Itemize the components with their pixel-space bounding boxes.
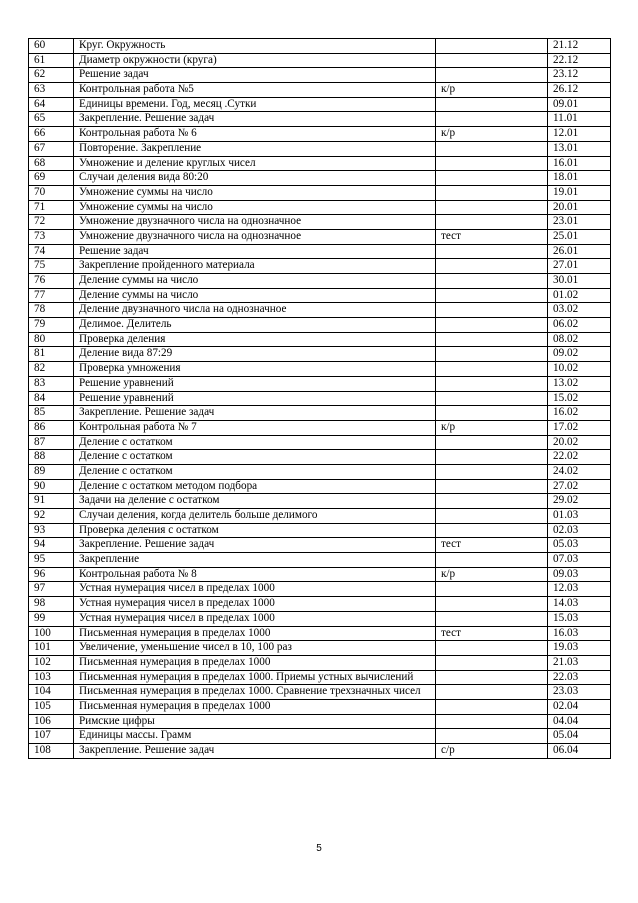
lesson-topic-cell: Устная нумерация чисел в пределах 1000 bbox=[74, 582, 436, 597]
lesson-type-cell bbox=[436, 274, 548, 289]
lesson-number-cell: 68 bbox=[29, 156, 74, 171]
lesson-date-cell: 29.02 bbox=[548, 494, 611, 509]
lesson-plan-table-body bbox=[29, 39, 611, 759]
table-row bbox=[29, 303, 611, 318]
lesson-topic-cell: Устная нумерация чисел в пределах 1000 bbox=[74, 611, 436, 626]
lesson-number-cell: 86 bbox=[29, 420, 74, 435]
lesson-topic-cell: Деление с остатком bbox=[74, 464, 436, 479]
table-row bbox=[29, 259, 611, 274]
lesson-number-cell: 73 bbox=[29, 229, 74, 244]
table-row bbox=[29, 391, 611, 406]
lesson-topic-cell: Решение задач bbox=[74, 68, 436, 83]
lesson-date-cell: 08.02 bbox=[548, 332, 611, 347]
lesson-type-cell bbox=[436, 141, 548, 156]
lesson-date-cell: 13.01 bbox=[548, 141, 611, 156]
table-row bbox=[29, 244, 611, 259]
lesson-date-cell: 09.01 bbox=[548, 97, 611, 112]
lesson-topic-cell: Умножение двузначного числа на однозначное bbox=[74, 215, 436, 230]
lesson-type-cell bbox=[436, 641, 548, 656]
table-row bbox=[29, 597, 611, 612]
lesson-topic-cell: Деление с остатком bbox=[74, 450, 436, 465]
lesson-date-cell: 12.03 bbox=[548, 582, 611, 597]
table-row bbox=[29, 112, 611, 127]
lesson-date-cell: 20.02 bbox=[548, 435, 611, 450]
table-row bbox=[29, 729, 611, 744]
lesson-topic-cell: Закрепление. Решение задач bbox=[74, 538, 436, 553]
lesson-topic-cell: Задачи на деление с остатком bbox=[74, 494, 436, 509]
lesson-number-cell: 100 bbox=[29, 626, 74, 641]
lesson-type-cell bbox=[436, 288, 548, 303]
lesson-type-cell bbox=[436, 406, 548, 421]
table-row bbox=[29, 229, 611, 244]
lesson-type-cell bbox=[436, 699, 548, 714]
lesson-date-cell: 26.01 bbox=[548, 244, 611, 259]
lesson-type-cell bbox=[436, 97, 548, 112]
table-row bbox=[29, 127, 611, 142]
lesson-type-cell bbox=[436, 597, 548, 612]
table-row bbox=[29, 141, 611, 156]
lesson-number-cell: 61 bbox=[29, 53, 74, 68]
table-row bbox=[29, 494, 611, 509]
table-row bbox=[29, 171, 611, 186]
lesson-type-cell bbox=[436, 670, 548, 685]
table-row bbox=[29, 288, 611, 303]
lesson-date-cell: 01.02 bbox=[548, 288, 611, 303]
lesson-number-cell: 95 bbox=[29, 553, 74, 568]
lesson-date-cell: 01.03 bbox=[548, 509, 611, 524]
lesson-number-cell: 82 bbox=[29, 362, 74, 377]
lesson-number-cell: 103 bbox=[29, 670, 74, 685]
lesson-type-cell bbox=[436, 729, 548, 744]
lesson-date-cell: 16.03 bbox=[548, 626, 611, 641]
lesson-topic-cell: Единицы массы. Грамм bbox=[74, 729, 436, 744]
table-row bbox=[29, 332, 611, 347]
table-row bbox=[29, 655, 611, 670]
lesson-topic-cell: Диаметр окружности (круга) bbox=[74, 53, 436, 68]
table-row bbox=[29, 200, 611, 215]
lesson-topic-cell: Умножение и деление круглых чисел bbox=[74, 156, 436, 171]
table-row bbox=[29, 450, 611, 465]
lesson-topic-cell: Умножение суммы на число bbox=[74, 185, 436, 200]
lesson-topic-cell: Проверка умножения bbox=[74, 362, 436, 377]
lesson-number-cell: 88 bbox=[29, 450, 74, 465]
lesson-date-cell: 06.04 bbox=[548, 744, 611, 759]
table-row bbox=[29, 83, 611, 98]
table-row bbox=[29, 53, 611, 68]
lesson-number-cell: 64 bbox=[29, 97, 74, 112]
table-row bbox=[29, 97, 611, 112]
table-row bbox=[29, 156, 611, 171]
lesson-date-cell: 19.03 bbox=[548, 641, 611, 656]
lesson-date-cell: 13.02 bbox=[548, 376, 611, 391]
lesson-type-cell bbox=[436, 611, 548, 626]
lesson-date-cell: 17.02 bbox=[548, 420, 611, 435]
lesson-number-cell: 70 bbox=[29, 185, 74, 200]
lesson-number-cell: 66 bbox=[29, 127, 74, 142]
lesson-type-cell bbox=[436, 318, 548, 333]
table-row bbox=[29, 685, 611, 700]
lesson-date-cell: 06.02 bbox=[548, 318, 611, 333]
lesson-date-cell: 05.04 bbox=[548, 729, 611, 744]
lesson-topic-cell: Круг. Окружность bbox=[74, 39, 436, 54]
lesson-plan-table bbox=[28, 38, 611, 759]
lesson-number-cell: 83 bbox=[29, 376, 74, 391]
lesson-number-cell: 80 bbox=[29, 332, 74, 347]
lesson-number-cell: 76 bbox=[29, 274, 74, 289]
lesson-type-cell bbox=[436, 523, 548, 538]
lesson-topic-cell: Единицы времени. Год, месяц .Сутки bbox=[74, 97, 436, 112]
lesson-topic-cell: Закрепление пройденного материала bbox=[74, 259, 436, 274]
table-row bbox=[29, 318, 611, 333]
table-row bbox=[29, 68, 611, 83]
lesson-date-cell: 09.02 bbox=[548, 347, 611, 362]
lesson-number-cell: 96 bbox=[29, 567, 74, 582]
lesson-type-cell bbox=[436, 582, 548, 597]
table-row bbox=[29, 538, 611, 553]
lesson-date-cell: 23.01 bbox=[548, 215, 611, 230]
lesson-topic-cell: Проверка деления bbox=[74, 332, 436, 347]
lesson-type-cell bbox=[436, 464, 548, 479]
lesson-date-cell: 03.02 bbox=[548, 303, 611, 318]
lesson-type-cell bbox=[436, 112, 548, 127]
lesson-date-cell: 22.02 bbox=[548, 450, 611, 465]
lesson-date-cell: 25.01 bbox=[548, 229, 611, 244]
lesson-type-cell bbox=[436, 156, 548, 171]
lesson-number-cell: 67 bbox=[29, 141, 74, 156]
lesson-date-cell: 23.03 bbox=[548, 685, 611, 700]
lesson-number-cell: 60 bbox=[29, 39, 74, 54]
table-row bbox=[29, 611, 611, 626]
lesson-number-cell: 98 bbox=[29, 597, 74, 612]
lesson-type-cell bbox=[436, 655, 548, 670]
lesson-type-cell bbox=[436, 332, 548, 347]
lesson-date-cell: 22.03 bbox=[548, 670, 611, 685]
lesson-type-cell bbox=[436, 553, 548, 568]
lesson-number-cell: 75 bbox=[29, 259, 74, 274]
table-row bbox=[29, 567, 611, 582]
lesson-date-cell: 22.12 bbox=[548, 53, 611, 68]
lesson-number-cell: 102 bbox=[29, 655, 74, 670]
lesson-number-cell: 81 bbox=[29, 347, 74, 362]
lesson-date-cell: 15.03 bbox=[548, 611, 611, 626]
lesson-number-cell: 72 bbox=[29, 215, 74, 230]
lesson-date-cell: 30.01 bbox=[548, 274, 611, 289]
lesson-type-cell: тест bbox=[436, 538, 548, 553]
lesson-type-cell: к/р bbox=[436, 83, 548, 98]
lesson-topic-cell: Деление с остатком методом подбора bbox=[74, 479, 436, 494]
lesson-date-cell: 15.02 bbox=[548, 391, 611, 406]
lesson-type-cell bbox=[436, 303, 548, 318]
lesson-topic-cell: Закрепление. Решение задач bbox=[74, 112, 436, 127]
lesson-date-cell: 18.01 bbox=[548, 171, 611, 186]
lesson-date-cell: 04.04 bbox=[548, 714, 611, 729]
lesson-number-cell: 69 bbox=[29, 171, 74, 186]
table-row bbox=[29, 39, 611, 54]
lesson-type-cell bbox=[436, 53, 548, 68]
lesson-date-cell: 11.01 bbox=[548, 112, 611, 127]
table-row bbox=[29, 626, 611, 641]
lesson-type-cell bbox=[436, 259, 548, 274]
table-row bbox=[29, 582, 611, 597]
table-row bbox=[29, 744, 611, 759]
table-row bbox=[29, 435, 611, 450]
lesson-number-cell: 106 bbox=[29, 714, 74, 729]
lesson-date-cell: 10.02 bbox=[548, 362, 611, 377]
lesson-date-cell: 27.02 bbox=[548, 479, 611, 494]
lesson-topic-cell: Деление суммы на число bbox=[74, 288, 436, 303]
lesson-topic-cell: Письменная нумерация в пределах 1000 bbox=[74, 655, 436, 670]
lesson-topic-cell: Контрольная работа № 8 bbox=[74, 567, 436, 582]
lesson-date-cell: 16.02 bbox=[548, 406, 611, 421]
lesson-topic-cell: Увеличение, уменьшение чисел в 10, 100 раз bbox=[74, 641, 436, 656]
lesson-date-cell: 02.03 bbox=[548, 523, 611, 538]
lesson-number-cell: 62 bbox=[29, 68, 74, 83]
lesson-date-cell: 16.01 bbox=[548, 156, 611, 171]
lesson-number-cell: 105 bbox=[29, 699, 74, 714]
lesson-type-cell bbox=[436, 685, 548, 700]
lesson-topic-cell: Закрепление bbox=[74, 553, 436, 568]
lesson-topic-cell: Письменная нумерация в пределах 1000. Приемы устных вычислений bbox=[74, 670, 436, 685]
lesson-date-cell: 02.04 bbox=[548, 699, 611, 714]
table-row bbox=[29, 670, 611, 685]
lesson-date-cell: 14.03 bbox=[548, 597, 611, 612]
lesson-type-cell bbox=[436, 479, 548, 494]
lesson-number-cell: 74 bbox=[29, 244, 74, 259]
table-row bbox=[29, 420, 611, 435]
lesson-type-cell bbox=[436, 450, 548, 465]
lesson-number-cell: 71 bbox=[29, 200, 74, 215]
lesson-type-cell bbox=[436, 391, 548, 406]
lesson-type-cell bbox=[436, 714, 548, 729]
lesson-date-cell: 20.01 bbox=[548, 200, 611, 215]
lesson-number-cell: 87 bbox=[29, 435, 74, 450]
lesson-topic-cell: Римские цифры bbox=[74, 714, 436, 729]
lesson-type-cell bbox=[436, 185, 548, 200]
lesson-date-cell: 26.12 bbox=[548, 83, 611, 98]
lesson-topic-cell: Случаи деления вида 80:20 bbox=[74, 171, 436, 186]
lesson-topic-cell: Случаи деления, когда делитель больше делимого bbox=[74, 509, 436, 524]
lesson-type-cell: тест bbox=[436, 229, 548, 244]
table-row bbox=[29, 714, 611, 729]
lesson-topic-cell: Деление с остатком bbox=[74, 435, 436, 450]
page-number: 5 bbox=[316, 843, 322, 854]
lesson-number-cell: 94 bbox=[29, 538, 74, 553]
lesson-topic-cell: Письменная нумерация в пределах 1000 bbox=[74, 699, 436, 714]
lesson-date-cell: 07.03 bbox=[548, 553, 611, 568]
lesson-number-cell: 101 bbox=[29, 641, 74, 656]
lesson-topic-cell: Делимое. Делитель bbox=[74, 318, 436, 333]
lesson-type-cell bbox=[436, 347, 548, 362]
lesson-date-cell: 23.12 bbox=[548, 68, 611, 83]
table-row bbox=[29, 464, 611, 479]
lesson-type-cell: к/р bbox=[436, 420, 548, 435]
lesson-number-cell: 108 bbox=[29, 744, 74, 759]
lesson-number-cell: 104 bbox=[29, 685, 74, 700]
table-row bbox=[29, 274, 611, 289]
lesson-type-cell bbox=[436, 244, 548, 259]
lesson-date-cell: 21.03 bbox=[548, 655, 611, 670]
lesson-date-cell: 24.02 bbox=[548, 464, 611, 479]
table-row bbox=[29, 641, 611, 656]
lesson-number-cell: 79 bbox=[29, 318, 74, 333]
lesson-number-cell: 89 bbox=[29, 464, 74, 479]
table-row bbox=[29, 509, 611, 524]
lesson-topic-cell: Письменная нумерация в пределах 1000. Сравнение трехзначных чисел bbox=[74, 685, 436, 700]
lesson-number-cell: 90 bbox=[29, 479, 74, 494]
lesson-type-cell: тест bbox=[436, 626, 548, 641]
lesson-number-cell: 107 bbox=[29, 729, 74, 744]
lesson-number-cell: 85 bbox=[29, 406, 74, 421]
lesson-number-cell: 99 bbox=[29, 611, 74, 626]
lesson-topic-cell: Проверка деления с остатком bbox=[74, 523, 436, 538]
lesson-type-cell bbox=[436, 509, 548, 524]
lesson-topic-cell: Деление суммы на число bbox=[74, 274, 436, 289]
table-row bbox=[29, 406, 611, 421]
lesson-type-cell: с/р bbox=[436, 744, 548, 759]
lesson-topic-cell: Решение задач bbox=[74, 244, 436, 259]
lesson-number-cell: 84 bbox=[29, 391, 74, 406]
lesson-date-cell: 19.01 bbox=[548, 185, 611, 200]
table-row bbox=[29, 699, 611, 714]
table-row bbox=[29, 523, 611, 538]
lesson-topic-cell: Контрольная работа №5 bbox=[74, 83, 436, 98]
lesson-number-cell: 91 bbox=[29, 494, 74, 509]
lesson-topic-cell: Умножение двузначного числа на однозначное bbox=[74, 229, 436, 244]
lesson-type-cell bbox=[436, 215, 548, 230]
table-row bbox=[29, 376, 611, 391]
lesson-topic-cell: Письменная нумерация в пределах 1000 bbox=[74, 626, 436, 641]
lesson-topic-cell: Решение уравнений bbox=[74, 376, 436, 391]
lesson-type-cell bbox=[436, 435, 548, 450]
table-row bbox=[29, 479, 611, 494]
lesson-topic-cell: Закрепление. Решение задач bbox=[74, 744, 436, 759]
lesson-number-cell: 92 bbox=[29, 509, 74, 524]
lesson-type-cell bbox=[436, 494, 548, 509]
lesson-topic-cell: Деление вида 87:29 bbox=[74, 347, 436, 362]
table-row bbox=[29, 362, 611, 377]
lesson-type-cell bbox=[436, 171, 548, 186]
lesson-topic-cell: Деление двузначного числа на однозначное bbox=[74, 303, 436, 318]
lesson-type-cell: к/р bbox=[436, 127, 548, 142]
lesson-number-cell: 63 bbox=[29, 83, 74, 98]
lesson-type-cell bbox=[436, 39, 548, 54]
lesson-number-cell: 65 bbox=[29, 112, 74, 127]
table-row bbox=[29, 347, 611, 362]
lesson-number-cell: 77 bbox=[29, 288, 74, 303]
lesson-date-cell: 05.03 bbox=[548, 538, 611, 553]
lesson-date-cell: 12.01 bbox=[548, 127, 611, 142]
lesson-type-cell bbox=[436, 68, 548, 83]
lesson-number-cell: 97 bbox=[29, 582, 74, 597]
lesson-date-cell: 27.01 bbox=[548, 259, 611, 274]
table-row bbox=[29, 215, 611, 230]
lesson-topic-cell: Повторение. Закрепление bbox=[74, 141, 436, 156]
lesson-number-cell: 93 bbox=[29, 523, 74, 538]
lesson-date-cell: 09.03 bbox=[548, 567, 611, 582]
lesson-type-cell bbox=[436, 362, 548, 377]
lesson-type-cell: к/р bbox=[436, 567, 548, 582]
lesson-topic-cell: Решение уравнений bbox=[74, 391, 436, 406]
lesson-topic-cell: Умножение суммы на число bbox=[74, 200, 436, 215]
lesson-date-cell: 21.12 bbox=[548, 39, 611, 54]
lesson-topic-cell: Контрольная работа № 6 bbox=[74, 127, 436, 142]
lesson-topic-cell: Контрольная работа № 7 bbox=[74, 420, 436, 435]
lesson-type-cell bbox=[436, 200, 548, 215]
lesson-number-cell: 78 bbox=[29, 303, 74, 318]
lesson-topic-cell: Закрепление. Решение задач bbox=[74, 406, 436, 421]
lesson-type-cell bbox=[436, 376, 548, 391]
table-row bbox=[29, 553, 611, 568]
lesson-topic-cell: Устная нумерация чисел в пределах 1000 bbox=[74, 597, 436, 612]
table-row bbox=[29, 185, 611, 200]
